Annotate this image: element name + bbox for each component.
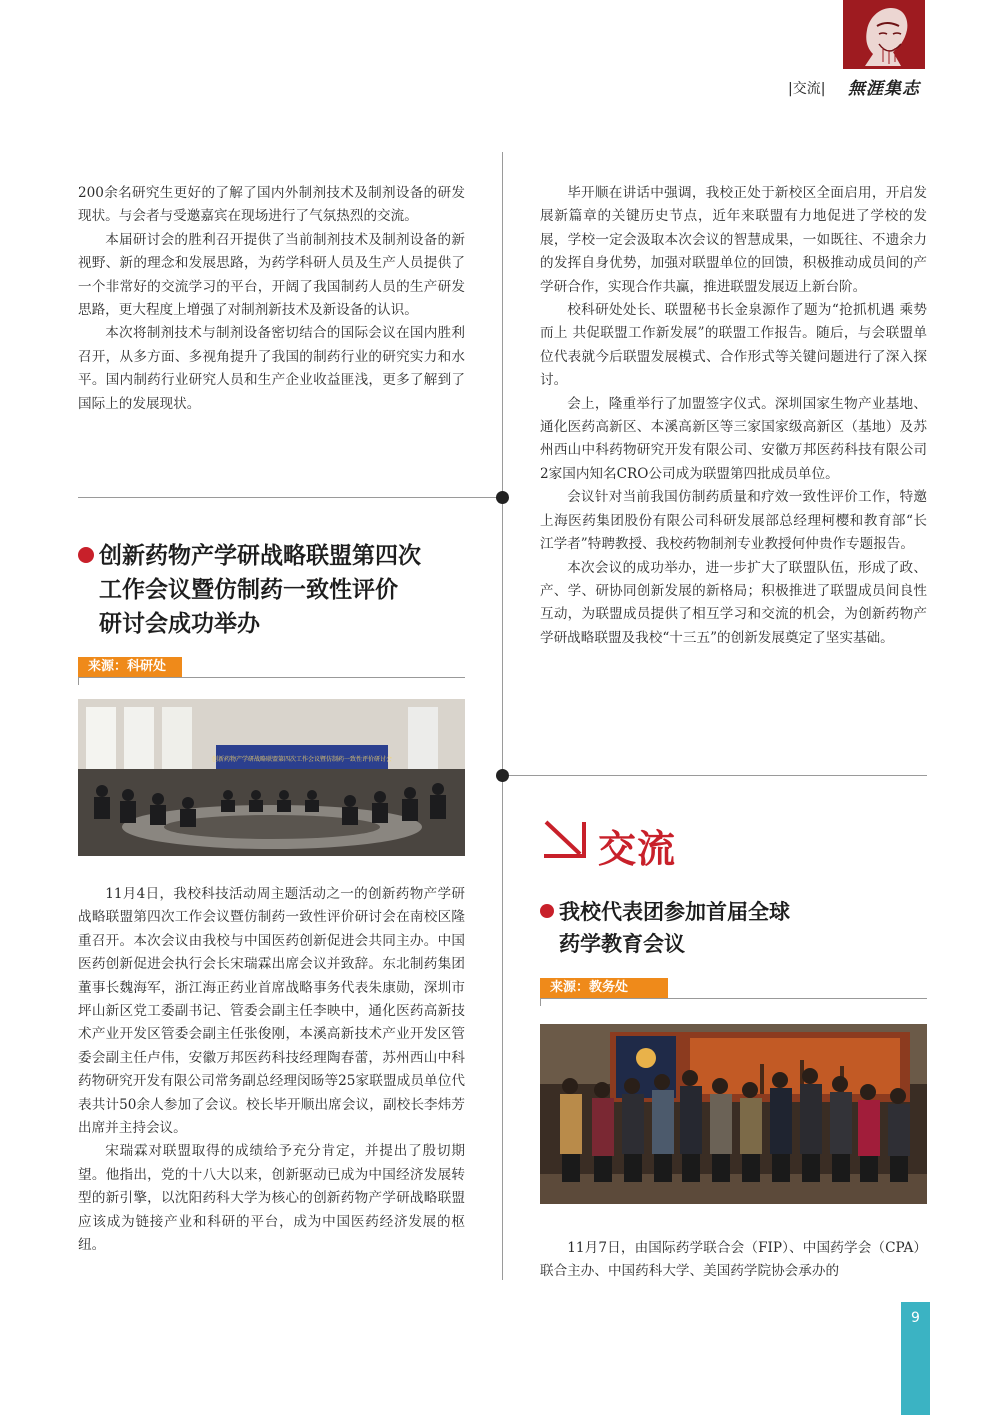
article2-source-tag: 来源：教务处 [540,978,668,998]
section-title: 交流 [598,827,677,871]
article2-body [540,1237,927,1284]
header-section-label: |交流| [788,81,826,97]
paragraph: 本届研讨会的胜利召开提供了当前制剂技术及制剂设备的新视野、新的理念和发展思路，为药学科研人员及生产人员提供了一个非常好的交流学习的平台，开阔了我国制药人员的生产研发思路，更大程度上增强了对制剂新技术及新设备的认识。 [78,231,465,319]
left-top-text [78,182,465,416]
right-horizontal-rule [502,775,927,776]
magazine-logo [843,0,925,66]
source-tick [78,677,79,685]
source-tick [540,998,541,1006]
paragraph: 11月7日，由国际药学联合会（FIP）、中国药学会（CPA）联合主办、中国药科大学、美国药学院协会承办的 [540,1240,927,1280]
column-divider-top [502,152,503,497]
source-underline [540,998,927,999]
paragraph: 校科研处处长、联盟秘书长金泉源作了题为“抢抓机遇 乘势而上 共促联盟工作新发展”的联盟工作报告。随后，与会联盟单位代表就今后联盟发展模式、合作形式等关键问题进行了深入探讨。 [540,302,927,389]
arrow-down-right-icon [540,818,588,860]
paragraph: 11月4日，我校科技活动周主题活动之一的创新药物产学研战略联盟第四次工作会议暨仿制药一致性评价研讨会在南校区隆重召开。本次会议由我校与中国医药创新促进会共同主办。中国医药创新促进会执行会长宋瑞霖出席会议并致辞。东北制药集团董事长魏海军，浙江海正药业首席战略事务代表朱康勋，深圳市坪山新区党工委副书记、管委会副主任李映中，通化医药高新技术产业开发区管委会副主任张俊刚，本溪高新技术产业开发区管委会副主任卢伟，安徽万邦医药科技经理陶春蕾，苏州西山中科药物研究开发有限公司常务副总经理闵旸等25家联盟成员单位代表共计50余人参加了会议。校长毕开顺出席会议，副校长李炜芳出席并主持会议。 [78,886,465,1137]
logo-portrait-icon [843,0,925,66]
article2-title [540,896,930,960]
left-horizontal-rule [78,497,502,498]
article2-title-line-2: 药学教育会议 [559,932,685,956]
header-rule [843,66,925,69]
header-brand: 無涯集志 [848,79,920,99]
paragraph: 宋瑞霖对联盟取得的成绩给予充分肯定，并提出了殷切期望。他指出，党的十八大以来，创新驱动已成为中国经济发展转型的新引擎，以沈阳药科大学为核心的创新药物产学研战略联盟应该成为链接产业和科研的平台，成为中国医药经济发展的枢纽。 [78,1143,465,1254]
paragraph: 毕开顺在讲话中强调，我校正处于新校区全面启用，开启发展新篇章的关键历史节点，近年来联盟有力地促进了学校的发展，学校一定会汲取本次会议的智慧成果，一如既往、不遗余力的发挥自身优势，加强对联盟单位的回馈，积极推动成员间的产学研合作，实现合作共赢，推进联盟发展迈上新台阶。 [540,185,927,295]
bullet-dot-icon [540,904,554,918]
article1-meeting-photo [78,699,465,856]
paragraph: 会上，隆重举行了加盟签字仪式。深圳国家生物产业基地、通化医药高新区、本溪高新区等三家国家级高新区（基地）及苏州西山中科药物研究开发有限公司、安徽万邦医药科技有限公司2家国内知名CRO公司成为联盟第四批成员单位。 [540,395,927,482]
column-divider-bottom [502,775,503,1280]
paragraph: 200余名研究生更好的了解了国内外制剂技术及制剂设备的研发现状。与会者与受邀嘉宾在现场进行了气氛热烈的交流。 [78,185,465,225]
page-number: 9 [911,1310,920,1326]
article2-group-photo [540,1024,927,1204]
article1-title [78,539,498,641]
article1-title-line-3: 研讨会成功举办 [99,611,260,637]
paragraph: 本次会议的成功举办，进一步扩大了联盟队伍，形成了政、产、学、研协同创新发展的新格局；积极推进了联盟成员间良性互动，为联盟成员提供了相互学习和交流的机会，为创新药物产学研战略联盟及我校“十三五”的创新发展奠定了坚实基础。 [540,559,927,646]
divider-node-1 [496,491,509,504]
svg-text:创新药物产学研战略联盟第四次工作会议暨仿制药一致性评价研讨会: 创新药物产学研战略联盟第四次工作会议暨仿制药一致性评价研讨会 [211,756,393,763]
article2-title-line-1: 我校代表团参加首届全球 [540,896,930,928]
source-underline [78,677,465,678]
article1-body [78,883,465,1258]
right-top-text [540,182,927,650]
divider-node-2 [496,769,509,782]
paragraph: 会议针对当前我国仿制药质量和疗效一致性评价工作，特邀上海医药集团股份有限公司科研发展部总经理柯樱和教育部“长江学者”特聘教授、我校药物制剂专业教授何仲贵作专题报告。 [540,489,927,553]
page-number-tab [901,1302,930,1415]
bullet-dot-icon [78,547,94,563]
paragraph: 本次将制剂技术与制剂设备密切结合的国际会议在国内胜利召开，从多方面、多视角提升了我国的制药行业的研究实力和水平。国内制药行业研究人员和生产企业收益匪浅，更多了解到了国际上的发展现状。 [78,325,465,412]
article1-title-line-2: 工作会议暨仿制药一致性评价 [99,577,398,603]
column-divider-middle [502,497,503,775]
article1-title-line-1: 创新药物产学研战略联盟第四次 [78,539,498,573]
article1-source-tag: 来源：科研处 [78,657,182,677]
